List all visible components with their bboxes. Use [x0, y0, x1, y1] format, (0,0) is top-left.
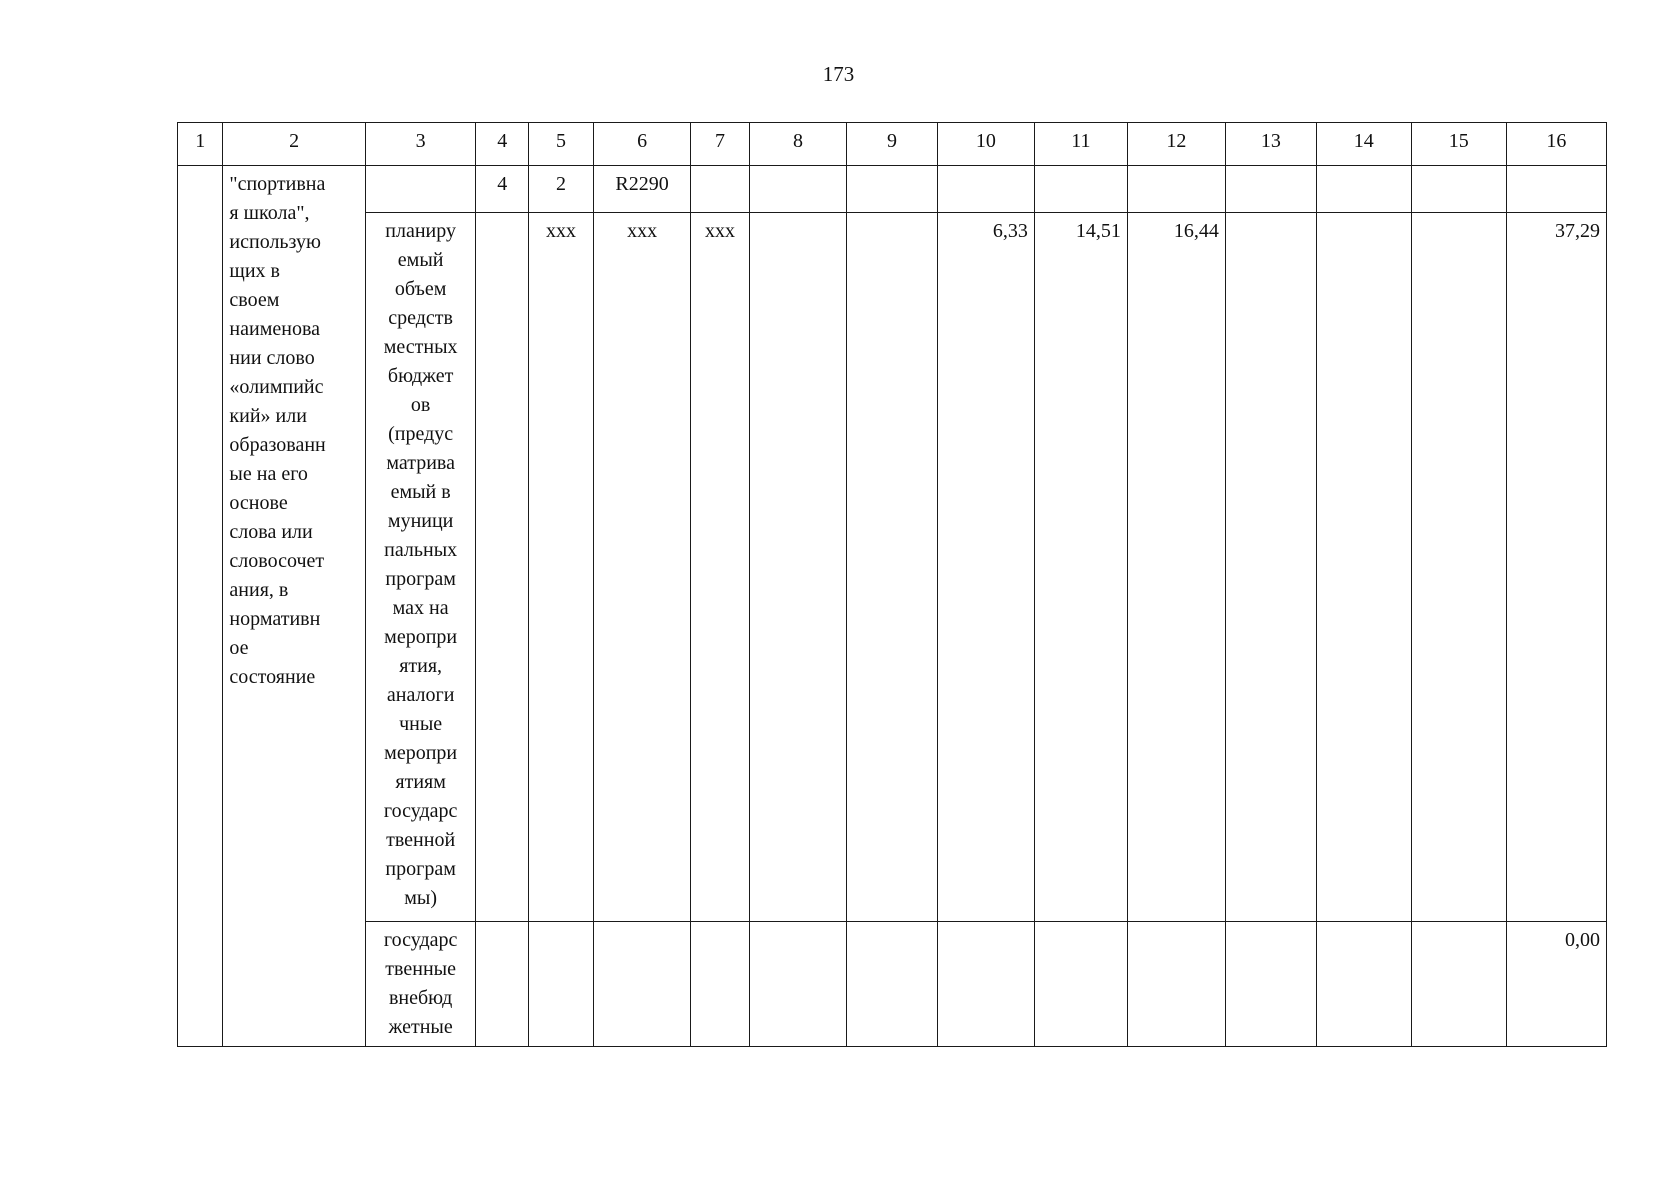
header-cell: 1 — [178, 123, 223, 166]
header-cell: 4 — [476, 123, 529, 166]
measure-description: "спортивна я школа", использую щих в своем наименова нии слово «олимпийс кий» или образованн ые на его основе слова или словосочет ания, в нормативн ое состояние — [223, 166, 365, 1047]
header-cell: 8 — [749, 123, 846, 166]
plan-col16: 37,29 — [1506, 213, 1606, 922]
cell-col9 — [847, 166, 938, 213]
header-cell: 13 — [1225, 123, 1316, 166]
cell-col3 — [365, 166, 475, 213]
header-cell: 12 — [1127, 123, 1225, 166]
plan-col5: xxx — [529, 213, 594, 922]
cell-col16 — [1506, 166, 1606, 213]
cell-col8 — [749, 213, 846, 922]
plan-col6: xxx — [594, 213, 691, 922]
offbudget-funds-row — [178, 922, 1607, 1047]
cell-col12 — [1127, 922, 1225, 1047]
funding-source-local: планиру емый объем средств местных бюджет ов (предус матрива емый в муници пальных програм мах на меропри ятия, аналоги чные меропри ятиям государс твенной програм мы) — [365, 213, 475, 922]
header-cell: 11 — [1034, 123, 1127, 166]
cell-col15 — [1411, 213, 1506, 922]
header-cell: 7 — [691, 123, 750, 166]
cell-col7 — [691, 922, 750, 1047]
cell-col4 — [476, 922, 529, 1047]
header-cell: 16 — [1506, 123, 1606, 166]
cell-col13 — [1225, 166, 1316, 213]
plan-col7: xxx — [691, 213, 750, 922]
cell-col13 — [1225, 213, 1316, 922]
cell-col13 — [1225, 922, 1316, 1047]
plan-col11: 14,51 — [1034, 213, 1127, 922]
cell-col15 — [1411, 166, 1506, 213]
cell-col8 — [749, 922, 846, 1047]
cell-col10 — [937, 922, 1034, 1047]
budget-table — [177, 122, 1607, 1047]
cell-col8 — [749, 166, 846, 213]
cell-col11 — [1034, 922, 1127, 1047]
header-cell: 6 — [594, 123, 691, 166]
code-row — [178, 166, 1607, 213]
header-cell: 9 — [847, 123, 938, 166]
cell-col14 — [1316, 213, 1411, 922]
page-number: 173 — [822, 62, 855, 86]
cell-col1 — [178, 166, 223, 1047]
cell-col9 — [847, 213, 938, 922]
cell-col12 — [1127, 166, 1225, 213]
cell-col15 — [1411, 922, 1506, 1047]
header-cell: 3 — [365, 123, 475, 166]
cell-col11 — [1034, 166, 1127, 213]
cell-col10 — [937, 166, 1034, 213]
plan-col10: 6,33 — [937, 213, 1034, 922]
cell-col6 — [594, 922, 691, 1047]
code-col5: 2 — [529, 166, 594, 213]
code-col6: R2290 — [594, 166, 691, 213]
code-col4: 4 — [476, 166, 529, 213]
cell-col4 — [476, 213, 529, 922]
header-cell: 15 — [1411, 123, 1506, 166]
funding-source-offbudget: государс твенные внебюд жетные — [365, 922, 475, 1047]
header-cell: 14 — [1316, 123, 1411, 166]
header-cell: 5 — [529, 123, 594, 166]
cell-col7 — [691, 166, 750, 213]
plan-col12: 16,44 — [1127, 213, 1225, 922]
cell-col14 — [1316, 166, 1411, 213]
header-row — [178, 123, 1607, 166]
planned-funds-row — [178, 213, 1607, 922]
cell-col14 — [1316, 922, 1411, 1047]
cell-col5 — [529, 922, 594, 1047]
header-cell: 2 — [223, 123, 365, 166]
offbudget-col16: 0,00 — [1506, 922, 1606, 1047]
cell-col9 — [847, 922, 938, 1047]
header-cell: 10 — [937, 123, 1034, 166]
